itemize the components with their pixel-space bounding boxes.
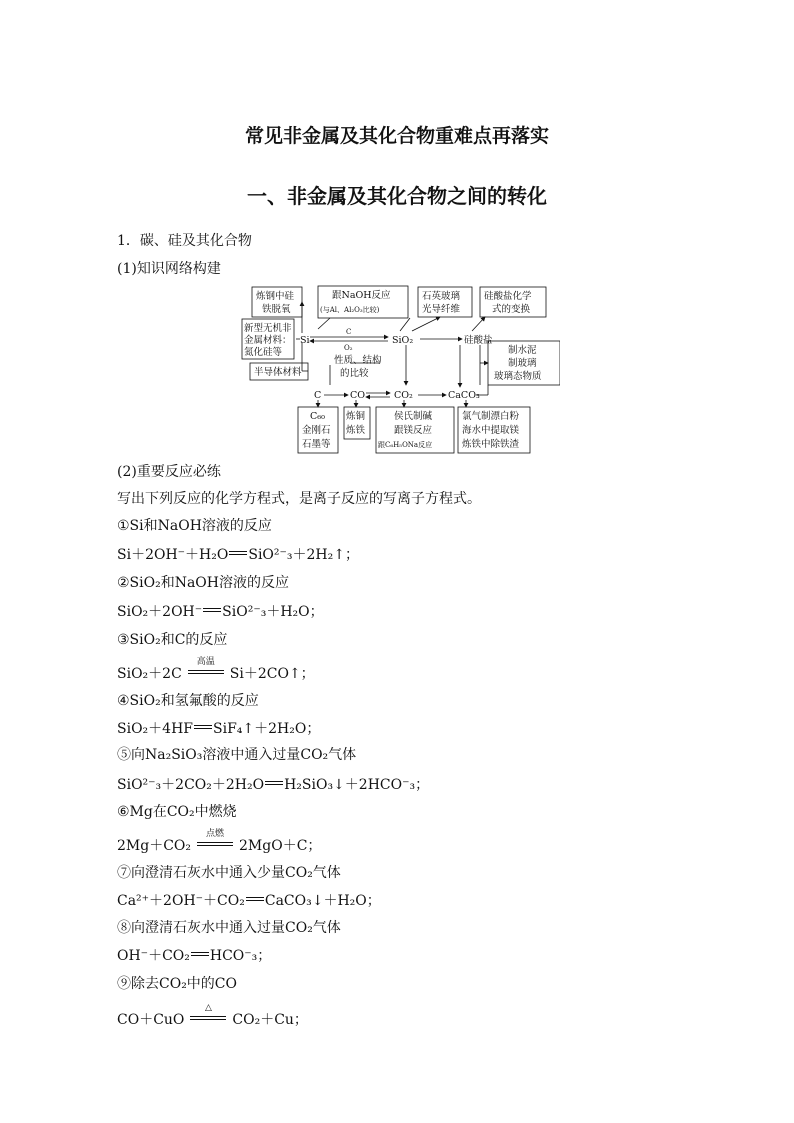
equals-sign xyxy=(265,781,283,785)
arrow-label-o2: O₂ xyxy=(344,344,353,352)
box-newmat-line1: 新型无机非 xyxy=(244,323,292,334)
condition-label: △ xyxy=(204,1003,212,1013)
reaction-5-lhs: SiO²⁻₃＋2CO₂＋2H₂O xyxy=(117,777,265,793)
box-newmat-line3: 氮化硅等 xyxy=(244,347,283,358)
box-c60-line1: C₆₀ xyxy=(310,411,325,422)
reaction-2-rhs: SiO²⁻₃＋H₂O； xyxy=(222,604,324,620)
reaction-9-lhs: CO＋CuO xyxy=(117,1012,185,1028)
network-svg xyxy=(240,285,560,455)
reaction-8-title: ⑧向澄清石灰水中通入过量CO₂气体 xyxy=(117,920,341,936)
subsection-heading: 1．碳、硅及其化合物 xyxy=(117,233,252,249)
equals-sign xyxy=(194,725,212,729)
box-quartz-line2: 光导纤维 xyxy=(422,304,461,315)
box-naoh-line1: 跟NaOH反应 xyxy=(332,290,391,301)
reaction-9-equation xyxy=(117,1003,308,1029)
node-caco3: CaCO₃ xyxy=(448,390,480,401)
reaction-7-title: ⑦向澄清石灰水中通入少量CO₂气体 xyxy=(117,865,341,881)
arrow-label-c: C xyxy=(346,328,352,336)
box-props-line2: 的比较 xyxy=(340,368,369,379)
node-c: C xyxy=(314,390,322,401)
equals-sign xyxy=(203,608,221,612)
reaction-1-lhs: Si＋2OH⁻＋H₂O xyxy=(117,547,229,563)
box-cement-line2: 制玻璃 xyxy=(508,358,537,369)
box-naoh-line2: (与Al、Al₂O₃比较) xyxy=(320,306,380,314)
box-steel-line2: 铁脱氧 xyxy=(262,304,291,315)
reaction-2-title: ②SiO₂和NaOH溶液的反应 xyxy=(117,575,289,591)
box-hou-line3: 跟C₆H₅ONa反应 xyxy=(378,441,433,449)
box-iron-line1: 炼铜 xyxy=(346,411,366,422)
box-chlorine-line1: 氯气制漂白粉 xyxy=(462,411,520,422)
reaction-7-lhs: Ca²⁺＋2OH⁻＋CO₂ xyxy=(117,893,245,909)
node-co2: CO₂ xyxy=(394,390,413,401)
reaction-5-equation xyxy=(117,776,429,794)
equals-sign xyxy=(246,897,264,901)
box-c60-line2: 金刚石 xyxy=(302,425,331,436)
reaction-6-title: ⑥Mg在CO₂中燃烧 xyxy=(117,804,237,820)
reaction-6-equation xyxy=(117,829,322,855)
reaction-6-lhs: 2Mg＋CO₂ xyxy=(117,838,192,854)
reaction-6-rhs: 2MgO＋C； xyxy=(239,838,322,854)
node-silicate-salt: 硅酸盐 xyxy=(464,335,493,346)
reaction-2-equation xyxy=(117,603,324,621)
box-semi-line1: 半导体材料 xyxy=(254,367,302,378)
box-props-line1: 性质、结构 xyxy=(334,355,382,366)
reaction-4-lhs: SiO₂＋4HF xyxy=(117,721,193,737)
box-silicate-line2: 式的变换 xyxy=(492,304,531,315)
equals-sign xyxy=(191,952,209,956)
condition-label: 点燃 xyxy=(206,829,225,839)
reaction-1-rhs: SiO²⁻₃＋2H₂↑； xyxy=(248,547,359,563)
box-hou-line2: 跟镁反应 xyxy=(394,425,433,436)
reaction-4-title: ④SiO₂和氢氟酸的反应 xyxy=(117,693,259,709)
box-chlorine-line2: 海水中提取镁 xyxy=(462,425,520,436)
reaction-1-title: ①Si和NaOH溶液的反应 xyxy=(117,518,272,534)
reaction-3-title: ③SiO₂和C的反应 xyxy=(117,632,228,648)
reaction-3-lhs: SiO₂＋2C xyxy=(117,666,182,682)
node-sio2: SiO₂ xyxy=(392,335,414,346)
box-hou-line1: 侯氏制碱 xyxy=(394,411,433,422)
reaction-7-equation xyxy=(117,892,381,910)
reaction-7-rhs: CaCO₃↓＋H₂O； xyxy=(264,893,381,909)
reaction-4-equation xyxy=(117,720,320,738)
reaction-9-title: ⑨除去CO₂中的CO xyxy=(117,976,237,992)
section-heading: 一、非金属及其化合物之间的转化 xyxy=(247,184,547,208)
reaction-condition xyxy=(195,829,235,852)
reaction-1-equation xyxy=(117,546,359,564)
reaction-condition xyxy=(188,1003,228,1026)
subsection-label-reactions: (2)重要反应必练 xyxy=(117,464,221,480)
reaction-8-equation xyxy=(117,947,271,965)
reaction-condition xyxy=(186,657,226,680)
subsection-label-network: (1)知识网络构建 xyxy=(117,261,221,277)
node-co: CO xyxy=(350,390,366,401)
box-newmat-line2: 金属材料： xyxy=(244,335,292,346)
reaction-5-rhs: H₂SiO₃↓＋2HCO⁻₃； xyxy=(284,777,430,793)
reaction-4-rhs: SiF₄↑＋2H₂O； xyxy=(213,721,321,737)
reaction-8-rhs: HCO⁻₃； xyxy=(209,948,272,964)
knowledge-network-diagram xyxy=(240,285,560,455)
box-quartz-line1: 石英玻璃 xyxy=(422,291,461,302)
reaction-3-rhs: Si＋2CO↑； xyxy=(229,666,315,682)
equals-sign xyxy=(229,551,247,555)
reaction-2-lhs: SiO₂＋2OH⁻ xyxy=(117,604,203,620)
box-cement-line1: 制水泥 xyxy=(508,345,537,356)
box-iron-line2: 炼铁 xyxy=(346,425,366,436)
box-chlorine-line3: 炼铁中除铁渣 xyxy=(462,439,520,450)
reaction-3-equation xyxy=(117,657,315,683)
condition-label: 高温 xyxy=(196,657,215,667)
box-cement-line3: 玻璃态物质 xyxy=(494,371,542,382)
reaction-9-rhs: CO₂＋Cu； xyxy=(232,1012,308,1028)
node-si: Si xyxy=(300,335,310,346)
document-title: 常见非金属及其化合物重难点再落实 xyxy=(244,125,549,147)
reaction-8-lhs: OH⁻＋CO₂ xyxy=(117,948,190,964)
reaction-5-title: ⑤向Na₂SiO₃溶液中通入过量CO₂气体 xyxy=(117,747,357,763)
box-steel-line1: 炼钢中硅 xyxy=(256,291,295,302)
instruction-text: 写出下列反应的化学方程式，是离子反应的写离子方程式。 xyxy=(117,491,481,507)
box-silicate-line1: 硅酸盐化学 xyxy=(484,291,532,302)
box-c60-line3: 石墨等 xyxy=(302,439,331,450)
